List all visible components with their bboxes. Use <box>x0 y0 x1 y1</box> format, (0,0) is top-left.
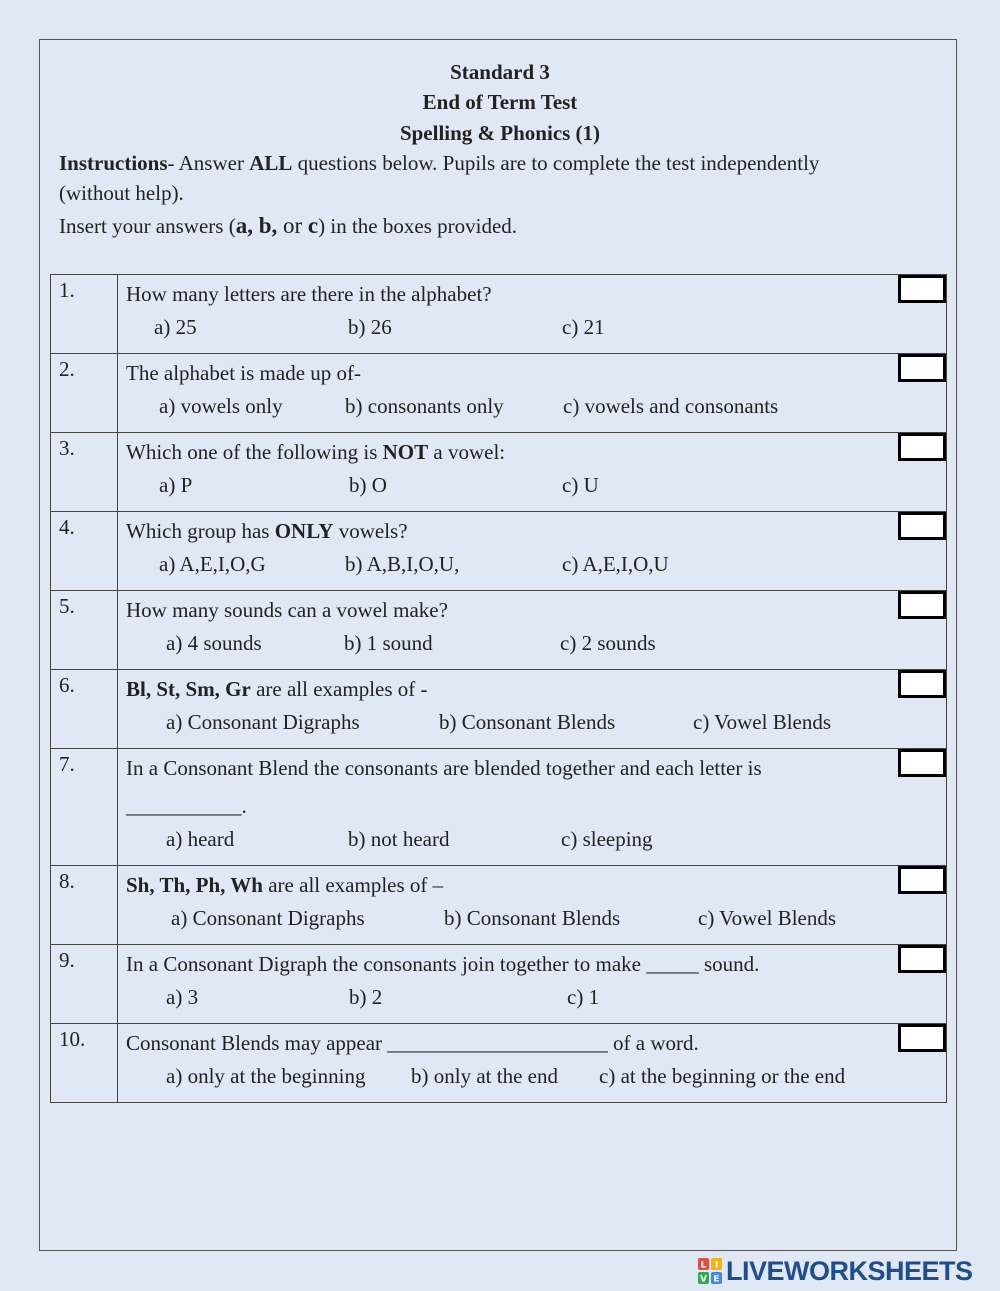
option-c: c) 21 <box>562 315 605 339</box>
option-a: a) Consonant Digraphs <box>171 906 365 930</box>
question-text <box>126 433 946 471</box>
insert-text-a: Insert your answers ( <box>59 214 236 238</box>
header-test-title: End of Term Test <box>422 90 578 114</box>
header-standard: Standard 3 <box>450 60 550 84</box>
question-text <box>126 749 946 787</box>
answer-options <box>126 983 946 1023</box>
option-a: a) 4 sounds <box>166 631 262 655</box>
option-b: b) Consonant Blends <box>439 710 616 734</box>
option-b: b) only at the end <box>411 1064 558 1088</box>
question-text-pre: How many letters are there in the alphabet? <box>126 282 492 306</box>
option-a: a) P <box>159 473 193 497</box>
question-text <box>126 945 946 983</box>
instructions-line-2: (without help). <box>59 181 184 205</box>
option-a: a) 3 <box>166 985 199 1009</box>
answer-options <box>126 313 946 353</box>
question-text <box>126 354 946 392</box>
svg-text:V: V <box>700 1274 707 1284</box>
instructions-all: ALL <box>249 151 293 175</box>
question-number: 6. <box>51 670 118 749</box>
question-text-post: are all examples of - <box>250 677 428 701</box>
question-body <box>118 433 947 512</box>
question-text <box>126 866 946 904</box>
option-a: a) heard <box>166 827 235 851</box>
instructions-line-3 <box>59 213 517 239</box>
question-text <box>126 1024 946 1062</box>
question-body <box>118 749 947 866</box>
answer-box[interactable] <box>898 749 946 777</box>
answer-options <box>126 825 946 865</box>
questions-table <box>50 274 947 1103</box>
question-number: 5. <box>51 591 118 670</box>
question-text-bold: Sh, Th, Ph, Wh <box>126 873 263 897</box>
answer-box[interactable] <box>898 1024 946 1052</box>
option-c: c) Vowel Blends <box>693 710 832 734</box>
option-b: b) 2 <box>349 985 383 1009</box>
question-text <box>126 591 946 629</box>
svg-text:E: E <box>713 1274 720 1284</box>
question-row <box>51 749 947 866</box>
question-text-pre: Consonant Blends may appear _____________________ of a word. <box>126 1031 699 1055</box>
question-text <box>126 670 946 708</box>
question-row <box>51 512 947 591</box>
question-number: 10. <box>51 1024 118 1103</box>
liveworksheets-logo <box>698 1255 973 1286</box>
option-a: a) vowels only <box>159 394 283 418</box>
option-c: c) 2 sounds <box>560 631 656 655</box>
answer-box[interactable] <box>898 275 946 303</box>
answer-box[interactable] <box>898 866 946 894</box>
question-text-line2: ___________. <box>126 794 247 818</box>
option-c: c) A,E,I,O,U <box>562 552 669 576</box>
question-row <box>51 945 947 1024</box>
answer-options <box>126 392 946 432</box>
question-row <box>51 591 947 670</box>
question-number: 2. <box>51 354 118 433</box>
option-a: a) 25 <box>154 315 197 339</box>
option-b: b) 26 <box>348 315 392 339</box>
answer-options <box>126 550 946 590</box>
question-body <box>118 275 947 354</box>
question-text-pre: In a Consonant Blend the consonants are blended together and each letter is <box>126 756 762 780</box>
instructions-line-1 <box>59 151 819 176</box>
insert-options: a, b, <box>235 213 278 238</box>
instructions-label: Instructions <box>59 151 168 175</box>
question-number: 3. <box>51 433 118 512</box>
answer-box[interactable] <box>898 433 946 461</box>
question-row <box>51 670 947 749</box>
question-body <box>118 354 947 433</box>
option-c: c) 1 <box>567 985 600 1009</box>
question-number: 7. <box>51 749 118 866</box>
option-b: b) Consonant Blends <box>444 906 621 930</box>
option-c: c) at the beginning or the end <box>599 1064 846 1088</box>
option-a: a) only at the beginning <box>166 1064 366 1088</box>
insert-option-c: c <box>307 213 319 238</box>
question-text-post: vowels? <box>333 519 408 543</box>
question-text-bold: ONLY <box>274 519 334 543</box>
answer-box[interactable] <box>898 354 946 382</box>
question-row <box>51 275 947 354</box>
question-text-pre: Which one of the following is <box>126 440 383 464</box>
instructions-text: - Answer <box>167 151 250 175</box>
svg-text:L: L <box>700 1260 707 1271</box>
question-text-pre: Which group has <box>126 519 275 543</box>
answer-options <box>126 708 946 748</box>
question-number: 4. <box>51 512 118 591</box>
logo-cubes-icon <box>698 1258 722 1284</box>
option-b: b) not heard <box>348 827 450 851</box>
option-b: b) A,B,I,O,U, <box>345 552 460 576</box>
insert-text-b: ) in the boxes provided. <box>318 214 518 238</box>
option-c: c) U <box>562 473 599 497</box>
question-number: 8. <box>51 866 118 945</box>
question-text-pre: How many sounds can a vowel make? <box>126 598 448 622</box>
answer-options <box>126 1062 946 1102</box>
question-body <box>118 591 947 670</box>
question-body <box>118 945 947 1024</box>
svg-text:I: I <box>714 1260 719 1271</box>
question-body <box>118 1024 947 1103</box>
answer-options <box>126 629 946 669</box>
option-b: b) O <box>349 473 387 497</box>
question-number: 9. <box>51 945 118 1024</box>
question-text <box>126 512 946 550</box>
question-body <box>118 670 947 749</box>
question-row <box>51 866 947 945</box>
answer-options <box>126 471 946 511</box>
question-text-pre: In a Consonant Digraph the consonants join together to make _____ sound. <box>126 952 760 976</box>
option-c: c) sleeping <box>561 827 653 851</box>
option-b: b) 1 sound <box>344 631 433 655</box>
question-body <box>118 866 947 945</box>
question-text-post: are all examples of – <box>262 873 444 897</box>
question-text-bold: NOT <box>382 440 429 464</box>
answer-options <box>126 904 946 944</box>
option-a: a) Consonant Digraphs <box>166 710 360 734</box>
instructions-text-b: questions below. Pupils are to complete the test independently <box>292 151 820 175</box>
question-text-post: a vowel: <box>428 440 506 464</box>
answer-box[interactable] <box>898 670 946 698</box>
option-c: c) vowels and consonants <box>563 394 779 418</box>
question-row <box>51 1024 947 1103</box>
header-subject: Spelling & Phonics (1) <box>399 121 601 145</box>
answer-box[interactable] <box>898 591 946 619</box>
question-text-bold: Bl, St, Sm, Gr <box>126 677 251 701</box>
question-number: 1. <box>51 275 118 354</box>
question-row <box>51 433 947 512</box>
question-row <box>51 354 947 433</box>
option-b: b) consonants only <box>345 394 504 418</box>
insert-or: or <box>277 213 308 238</box>
option-c: c) Vowel Blends <box>698 906 837 930</box>
question-body <box>118 512 947 591</box>
question-text <box>126 275 946 313</box>
logo-text: LIVEWORKSHEETS <box>726 1255 973 1286</box>
answer-box[interactable] <box>898 945 946 973</box>
option-a: a) A,E,I,O,G <box>159 552 266 576</box>
question-text-pre: The alphabet is made up of- <box>126 361 361 385</box>
answer-box[interactable] <box>898 512 946 540</box>
